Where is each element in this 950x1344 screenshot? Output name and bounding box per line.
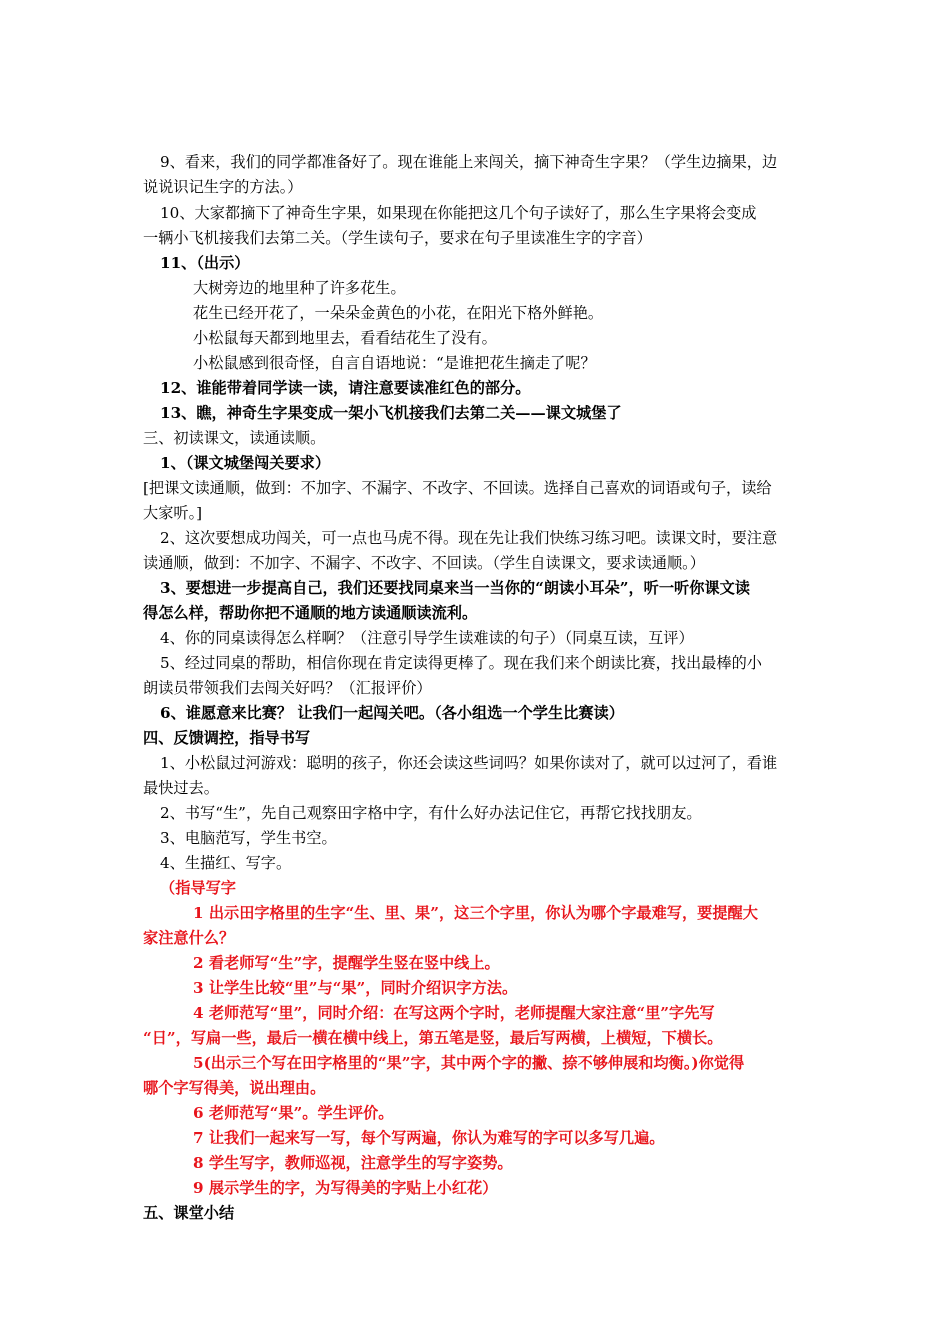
text-line: 2、书写“生”，先自己观察田字格中字，有什么好办法记住它，再帮它找找朋友。 [160,804,702,822]
text-line: 1、（课文城堡闯关要求） [160,454,331,472]
text-line: [把课文读通顺，做到：不加字、不漏字、不改字、不回读。选择自己喜欢的词语或句子，读给 [143,479,772,497]
text-line: 朗读员带领我们去闯关好吗？（汇报评价） [143,679,432,697]
red-text-line: 3 让学生比较“里”与“果”，同时介绍识字方法。 [193,979,518,997]
text-line: 4、生描红、写字。 [160,854,292,872]
red-text-line: “日”，写扁一些，最后一横在横中线上，第五笔是竖，最后写两横，上横短，下横长。 [143,1029,723,1047]
text-line: 2、这次要想成功闯关，可一点也马虎不得。现在先让我们快练习练习吧。读课文时，要注意 [160,529,778,547]
red-text-line: 2 看老师写“生”字，提醒学生竖在竖中线上。 [193,954,500,972]
text-line: 11、（出示） [160,254,250,272]
text-line: 3、要想进一步提高自己，我们还要找同桌来当一当你的“朗读小耳朵”，听一听你课文读 [160,579,750,597]
text-line: 13、瞧，神奇生字果变成一架小飞机接我们去第二关——课文城堡了 [160,404,622,422]
red-text-line: 7 让我们一起来写一写，每个写两遍，你认为难写的字可以多写几遍。 [193,1129,665,1147]
text-line: 12、谁能带着同学读一读，请注意要读准红色的部分。 [160,379,531,397]
text-line: 小松鼠每天都到地里去，看看结花生了没有。 [193,329,497,347]
text-line: 10、大家都摘下了神奇生字果，如果现在你能把这几个句子读好了，那么生字果将会变成 [160,204,757,222]
red-text-line: 5(出示三个写在田字格里的“果”字，其中两个字的撇、捺不够伸展和均衡。)你觉得 [193,1054,745,1072]
text-line: 1、小松鼠过河游戏：聪明的孩子，你还会读这些词吗？如果你读对了，就可以过河了，看谁 [160,754,778,772]
text-line: 4、你的同桌读得怎么样啊？（注意引导学生读难读的句子）（同桌互读，互评） [160,629,694,647]
text-line: 大树旁边的地里种了许多花生。 [193,279,406,297]
text-line: 最快过去。 [143,779,219,797]
text-line: 大家听。] [143,504,203,522]
text-line: 5、经过同桌的帮助，相信你现在肯定读得更棒了。现在我们来个朗读比赛，找出最棒的小 [160,654,762,672]
text-line: 6、谁愿意来比赛？ 让我们一起闯关吧。（各小组选一个学生比赛读） [160,704,624,722]
red-text-line: 9 展示学生的字，为写得美的字贴上小红花） [193,1179,498,1197]
text-line: 一辆小飞机接我们去第二关。（学生读句子，要求在句子里读准生字的字音） [143,229,652,247]
section-heading: 三、初读课文，读通读顺。 [143,429,326,447]
red-text-line: （指导写字 [160,879,236,897]
red-text-line: 家注意什么？ [143,929,235,947]
red-text-line: 6 老师范写“果”。学生评价。 [193,1104,394,1122]
text-line: 花生已经开花了，一朵朵金黄色的小花，在阳光下格外鲜艳。 [193,304,604,322]
red-text-line: 8 学生写字，教师巡视，注意学生的写字姿势。 [193,1154,513,1172]
section-heading: 五、课堂小结 [143,1204,235,1222]
text-line: 说说识记生字的方法。） [143,178,303,196]
text-line: 得怎么样，帮助你把不通顺的地方读通顺读流利。 [143,604,478,622]
red-text-line: 4 老师范写“里”，同时介绍：在写这两个字时，老师提醒大家注意“里”字先写 [193,1004,715,1022]
red-text-line: 1 出示田字格里的生字“生、里、果”，这三个字里，你认为哪个字最难写，要提醒大 [193,904,758,922]
text-line: 小松鼠感到很奇怪，自言自语地说：“是谁把花生摘走了呢？ [193,354,596,372]
text-line: 读通顺，做到：不加字、不漏字、不改字、不回读。（学生自读课文，要求读通顺。） [143,554,705,572]
red-text-line: 哪个字写得美，说出理由。 [143,1079,326,1097]
text-line: 3、电脑范写，学生书空。 [160,829,337,847]
text-line: 9、看来，我们的同学都准备好了。现在谁能上来闯关，摘下神奇生字果？（学生边摘果，边 [160,153,778,171]
section-heading: 四、反馈调控，指导书写 [143,729,311,747]
